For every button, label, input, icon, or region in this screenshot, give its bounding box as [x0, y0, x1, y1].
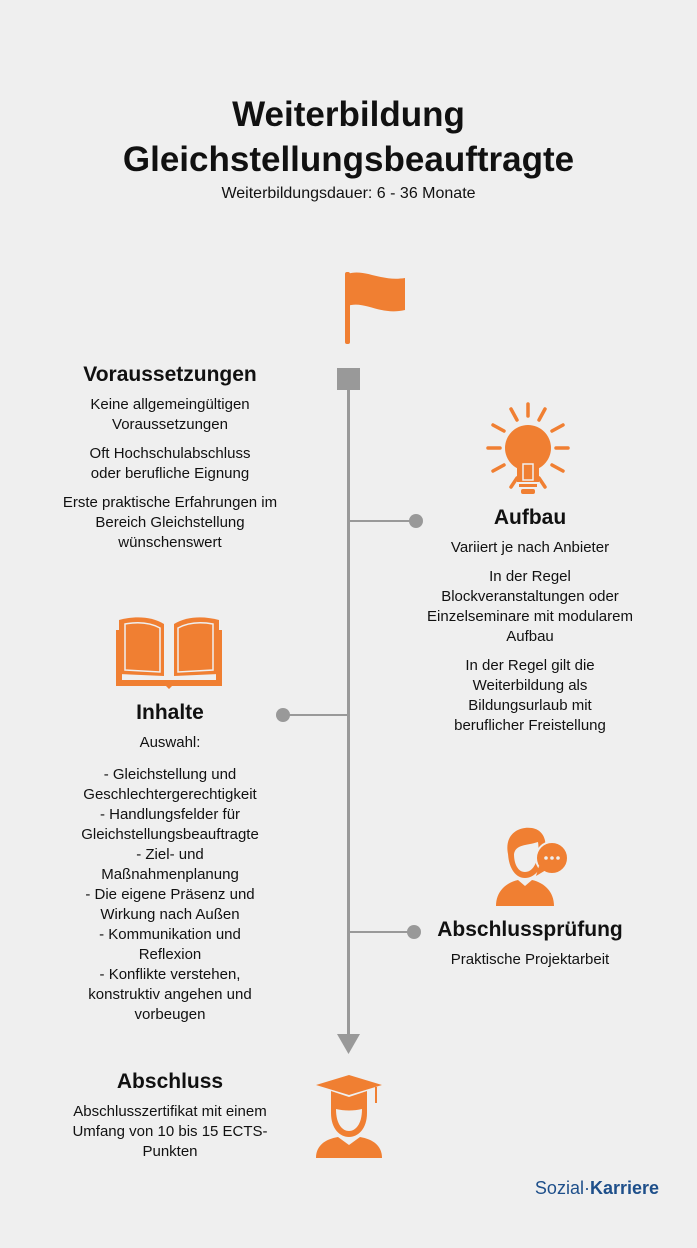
section-abschluss	[40, 1072, 300, 1171]
title-line-2: Gleichstellungsbeauftragte	[122, 140, 575, 179]
section-intro: Auswahl:	[139, 734, 201, 751]
logo-part-1: Sozial	[534, 1178, 584, 1198]
lightbulb-icon	[485, 400, 571, 498]
section-item: Praktische Projektarbeit	[450, 951, 610, 968]
section-item: Keine allgemeingültigen Voraussetzungen	[90, 396, 250, 433]
logo-part-2: Karriere	[589, 1178, 659, 1198]
section-item: In der Regel gilt die Weiterbildung als Bildungsurlaub mit beruflicher Freistellung	[454, 657, 606, 734]
timeline-start-square	[337, 368, 360, 390]
section-heading: Abschlussprüfung	[437, 918, 623, 941]
section-item: - Konflikte verstehen, konstruktiv angehen und vorbeugen	[88, 966, 252, 1023]
section-aufbau	[400, 508, 660, 745]
section-item: In der Regel Blockveranstaltungen oder Einzelseminare mit modularem Aufbau	[427, 568, 633, 645]
section-voraussetzungen	[40, 365, 300, 562]
section-item: - Handlungsfelder für Gleichstellungsbeauftragte	[81, 806, 259, 843]
person-speech-icon	[494, 824, 572, 908]
book-icon	[116, 610, 222, 690]
section-item: - Kommunikation und Reflexion	[99, 926, 241, 963]
flag-icon	[340, 270, 410, 346]
page-title	[0, 92, 697, 182]
section-item: Variiert je nach Anbieter	[450, 539, 610, 556]
section-item: - Ziel- und Maßnahmenplanung	[101, 846, 239, 883]
timeline-arrow-icon	[337, 1034, 360, 1056]
section-item: Abschlusszertifikat mit einem Umfang von 10 bis 15 ECTS-Punkten	[72, 1103, 268, 1160]
section-inhalte	[40, 703, 300, 1025]
graduate-icon	[314, 1073, 384, 1159]
section-item: Erste praktische Erfahrungen im Bereich Gleichstellung wünschenswert	[62, 494, 278, 551]
section-heading: Voraussetzungen	[83, 363, 257, 386]
sozial-karriere-logo	[535, 1178, 659, 1199]
section-abschlusspruefung	[396, 920, 664, 979]
section-item: - Die eigene Präsenz und Wirkung nach Außen	[85, 886, 255, 923]
section-heading: Abschluss	[116, 1070, 224, 1093]
section-heading: Inhalte	[136, 701, 204, 724]
section-item: Oft Hochschulabschluss oder berufliche Eignung	[89, 445, 251, 482]
title-line-1: Weiterbildung	[232, 95, 465, 134]
logo-separator: ·	[583, 1178, 590, 1198]
section-item: - Gleichstellung und Geschlechtergerechtigkeit	[83, 766, 257, 803]
duration-subtitle: Weiterbildungsdauer: 6 - 36 Monate	[221, 185, 476, 202]
section-heading: Aufbau	[493, 506, 567, 529]
